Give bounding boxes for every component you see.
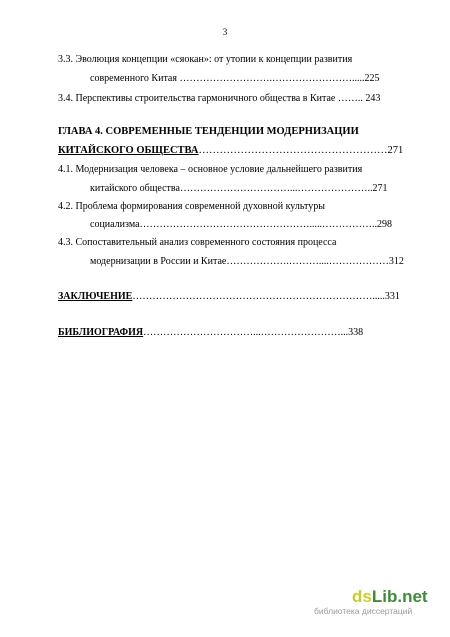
conclusion-title: ЗАКЛЮЧЕНИЕ bbox=[58, 291, 133, 302]
toc-entry-4-3-line1: 4.3. Сопоставительный анализ современного состояния процесса bbox=[58, 237, 337, 248]
chapter-4-leader-page: ………………………………………………271 bbox=[198, 145, 404, 156]
toc-entry-3-4: 3.4. Перспективы строительства гармоничного общества в Китае …….. 243 bbox=[58, 93, 381, 104]
chapter-4-title-continuation: КИТАЙСКОГО ОБЩЕСТВА bbox=[58, 145, 199, 156]
watermark-subtitle: библиотека диссертаций bbox=[314, 606, 413, 616]
dslib-watermark bbox=[314, 587, 440, 616]
toc-entry-4-1-line2: китайского общества……………………………...…………………..271 bbox=[90, 183, 388, 194]
conclusion-leader-page: ……………………………………………………………….....331 bbox=[132, 291, 400, 302]
toc-bibliography bbox=[58, 327, 363, 339]
page-number: 3 bbox=[222, 27, 228, 37]
toc-entry-4-3-line2: модернизации в России и Китае……………….………....………………312 bbox=[90, 256, 404, 267]
bibliography-title: БИБЛИОГРАФИЯ bbox=[58, 327, 144, 338]
toc-entry-3-3-line1: 3.3. Эволюция концепции «сяокан»: от утопии к концепции развития bbox=[58, 54, 353, 65]
toc-entry-3-3-line2: современного Китая ……………………….…………………….....225 bbox=[90, 73, 380, 84]
toc-conclusion bbox=[58, 291, 400, 303]
toc-entry-4-2-line1: 4.2. Проблема формирования современной духовной культуры bbox=[58, 201, 325, 212]
chapter-4-heading: ГЛАВА 4. СОВРЕМЕННЫЕ ТЕНДЕНЦИИ МОДЕРНИЗАЦИИ bbox=[58, 126, 359, 137]
dslib-logo: dsLib.net bbox=[352, 587, 428, 606]
bibliography-leader-page: ……………………………...……………………...338 bbox=[143, 327, 364, 338]
toc-entry-4-1-line1: 4.1. Модернизация человека – основное условие дальнейшего развития bbox=[58, 164, 363, 175]
toc-entry-4-2-line2: социализма…………………………………………….....……………..298 bbox=[90, 219, 393, 230]
chapter-4-heading-line2 bbox=[58, 145, 403, 157]
